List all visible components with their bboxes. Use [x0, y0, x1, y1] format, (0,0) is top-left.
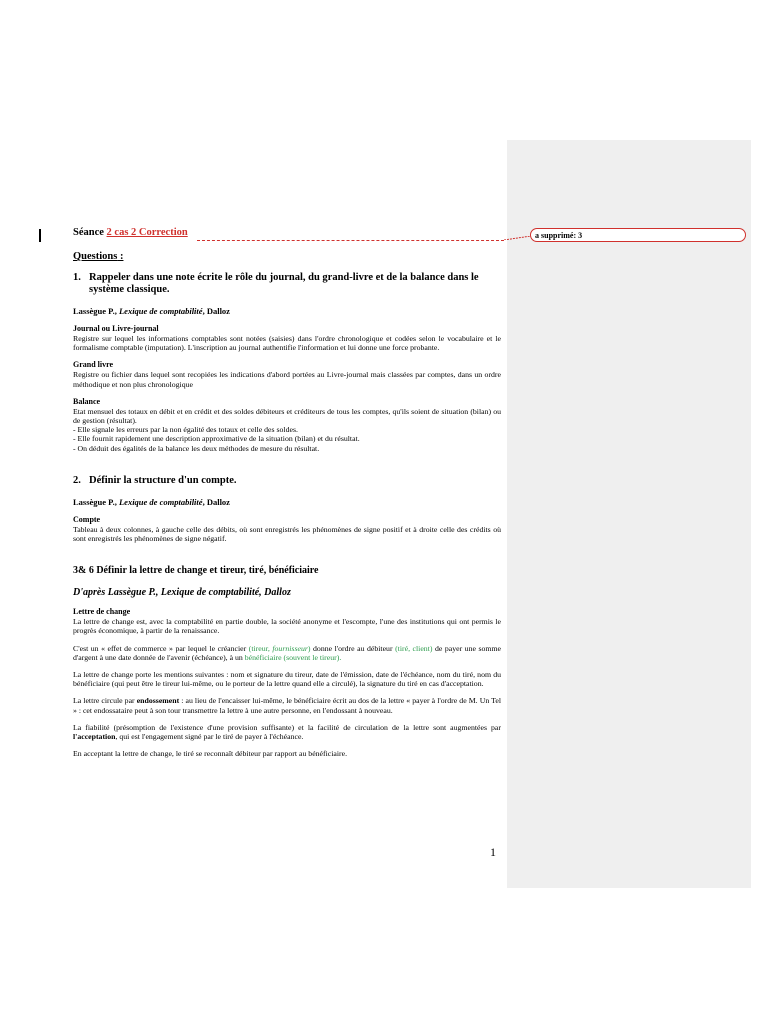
- list-item: - On déduit des égalités de la balance les deux méthodes de mesure du résultat.: [73, 443, 320, 453]
- paragraph-tire-debiteur: En acceptant la lettre de change, le tiré se reconnaît débiteur par rapport au bénéficiaire.: [73, 749, 348, 759]
- term-lettre-de-change: Lettre de change: [73, 607, 131, 617]
- definition-compte: Tableau à deux colonnes, à gauche celle des débits, où sont enregistrés les phénomènes de signe positif et à droite celle des crédits où sont enregistrés les phénomènes de signe négatif.: [73, 524, 501, 544]
- comment-connector: [504, 236, 531, 240]
- definition-journal: Registre sur lequel les informations comptables sont notées (saisies) dans l'ordre chronologique et codées selon le vocabulaire et le formalisme comptable (imputation). L'inscription au journal authentifie l'information et lui donne une force probante.: [73, 334, 501, 353]
- term-balance: Balance: [73, 396, 101, 406]
- comment-pane: [507, 140, 751, 888]
- list-item: - Elle signale les erreurs par la non égalité des totaux et celle des soldes.: [73, 425, 298, 435]
- definition-grand-livre: Registre ou fichier dans lequel sont recopiées les indications d'abord portées au Livre-journal mais classées par comptes, dans un ordre méthodique et non plus chronologique: [73, 370, 501, 389]
- term-compte: Compte: [73, 514, 101, 524]
- paragraph-mentions: La lettre de change porte les mentions suivantes : nom et signature du tireur, date de l'émission, date de l'échéance, nom du tiré, nom du bénéficiaire (qui peut être le tireur lui-même, ou le porteur de la lettre quand elle a circulé), la signature du tiré en cas d'acceptation.: [73, 670, 501, 689]
- definition-balance: Etat mensuel des totaux en débit et en crédit et des soldes débiteurs et créditeurs de tous les comptes, qu'ils soient de situation (bilan) ou de gestion (résultat). - Elle signale les erreurs par la non égalité des totaux et celle des soldes. - Elle fournit rapidement une description approximative de la situation (bilan) et du résultat. - On déduit des égalités de la balance les deux méthodes de mesure du résultat.: [73, 406, 501, 453]
- list-item: - Elle fournit rapidement une description approximative de la situation (bilan) et du résultat.: [73, 434, 360, 444]
- text-cursor: [39, 229, 41, 242]
- questions-heading: Questions :: [73, 251, 124, 262]
- source-reference-2: Lassègue P., Lexique de comptabilité, Dalloz: [73, 496, 230, 507]
- paragraph-effet-de-commerce: C'est un « effet de commerce » par lequel le créancier (tireur, fournisseur) donne l'ordre au débiteur (tiré, client) de payer une somme d'argent à une date donnée de l'avenir (échéance), à un bénéficiaire (souvent le tireur).: [73, 643, 501, 662]
- tracked-insertion[interactable]: 2 cas 2 Correction: [106, 227, 188, 238]
- document-body: [73, 226, 501, 766]
- comment-balloon[interactable]: [530, 228, 746, 242]
- term-grand-livre: Grand livre: [73, 360, 114, 370]
- paragraph-acceptation: La fiabilité (présomption de l'existence d'une provision suffisante) et la facilité de circulation de la lettre sont augmentées par l'acceptation, qui est l'engagement signé par le tiré de payer à l'échéance.: [73, 722, 501, 742]
- page-title: Séance 2 cas 2 Correction: [73, 227, 188, 238]
- definition-lettre-de-change: La lettre de change est, avec la comptabilité en partie double, la société anonyme et l'escompte, l'une des institutions qui ont permis le progrès économique, à partir de la renaissance.: [73, 617, 501, 636]
- question-2: 2. Définir la structure d'un compte.: [73, 474, 237, 486]
- paragraph-endossement: La lettre circule par endossement : au lieu de l'encaisser lui-même, le bénéficiaire écrit au dos de la lettre « payer à l'ordre de M. Un Tel » : cet endossataire peut à son tour transmettre la lettre à une autre personne, en l'endossant à nouveau.: [73, 696, 502, 715]
- question-1: 1. Rappeler dans une note écrite le rôle du journal, du grand-livre et de la balance dans le système classique.: [73, 272, 479, 295]
- source-reference-1: Lassègue P., Lexique de comptabilité, Dalloz: [73, 306, 230, 316]
- source-reference-3: D'après Lassègue P., Lexique de comptabilité, Dalloz: [73, 587, 291, 599]
- page-number: 1: [490, 845, 496, 859]
- comment-text: a supprimé: 3: [535, 231, 583, 240]
- question-3: 3& 6 Définir la lettre de change et tireur, tiré, bénéficiaire: [73, 565, 319, 577]
- term-journal: Journal ou Livre-journal: [73, 324, 159, 333]
